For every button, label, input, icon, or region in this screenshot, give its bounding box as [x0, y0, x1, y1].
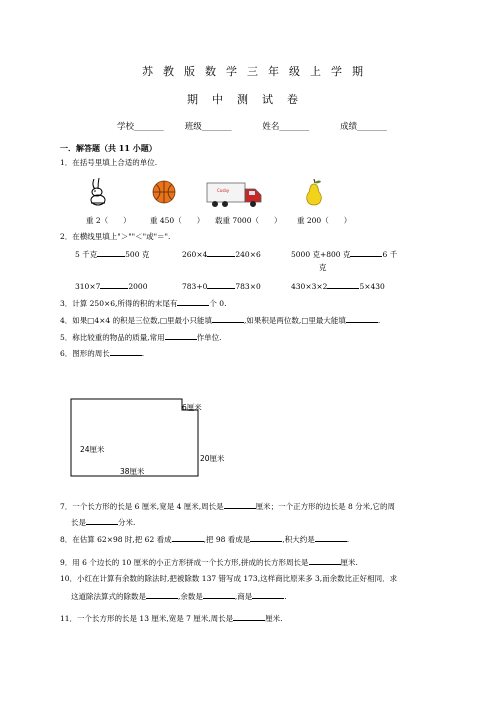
q6: 6．图形的周长 . [60, 349, 145, 358]
truck-icon [205, 180, 265, 210]
q11: 11．一个长方形的长是 13 厘米,宽是 7 厘米,周长是 厘米. [60, 614, 283, 623]
blank[interactable] [346, 314, 378, 323]
blank[interactable] [97, 248, 125, 257]
blank[interactable] [224, 500, 256, 509]
blank[interactable] [212, 314, 244, 323]
blank[interactable] [250, 533, 282, 542]
exam-subtitle: 期中测试卷 [187, 93, 312, 106]
blank[interactable] [233, 612, 265, 621]
blank[interactable] [203, 590, 235, 599]
q8: 8．在估算 62×98 时,把 62 看成 ,把 98 看成是 ,积大约是 . [60, 535, 350, 544]
class-field[interactable]: 班级_______ [184, 122, 232, 132]
pear-icon [303, 177, 325, 207]
q7-line1: 7．一个长方形的长是 6 厘米,宽是 4 厘米,周长是 厘米；一个正方形的边长是 8 分米,它的周 [60, 502, 396, 511]
q2-row1-b: 260×4 240×6 [182, 250, 261, 259]
blank[interactable] [146, 590, 178, 599]
blank[interactable] [86, 516, 118, 525]
q1-item-ball: 重 450（ ） [150, 216, 205, 225]
blank[interactable] [350, 248, 382, 257]
q1-item-rabbit: 重 2（ ） [86, 216, 131, 225]
q1-item-pear: 重 200（ ） [297, 216, 352, 225]
q2-row2-c: 430×3×2 5×430 [291, 282, 385, 291]
q2-row1-a: 5 千克 500 克 [75, 250, 150, 259]
score-field[interactable]: 成绩_______ [340, 122, 387, 132]
label-left: 24厘米 [80, 445, 105, 454]
exam-title: 苏教版数学三年级上学期 [142, 65, 373, 78]
q9: 9．用 6 个边长的 10 厘米的小正方形拼成一个长方形,拼成的长方形周长是 厘米. [60, 558, 358, 567]
label-right: 20厘米 [200, 454, 225, 463]
label-top: 6厘米 [182, 403, 202, 412]
q2-row1-c: 5000 克+800 克 6 千 [291, 250, 398, 259]
blank[interactable] [172, 533, 204, 542]
blank[interactable] [327, 280, 359, 289]
svg-text:Cosby: Cosby [217, 188, 230, 193]
q1-item-truck: 载重 7000（ ） [215, 216, 282, 225]
blank[interactable] [100, 280, 128, 289]
q2-text: 2．在横线里填上"＞""＜"或"＝". [60, 232, 171, 241]
q4: 4．如果□4×4 的积是三位数,□里最小只能填 ,如果积是两位数,□里最大能填 . [60, 316, 381, 325]
blank[interactable] [252, 590, 284, 599]
q10-line1: 10．小红在计算有余数的除法时,把被除数 137 错写成 173,这样商比原来多 3,而余数比正好相同．求 [60, 574, 398, 583]
blank[interactable] [207, 280, 235, 289]
q1-text: 1．在括号里填上合适的单位. [60, 158, 158, 167]
name-field[interactable]: 姓名_______ [262, 122, 310, 132]
q5: 5．称比较重的物品的质量,常用 作单位. [60, 333, 222, 342]
basketball-icon [152, 180, 176, 204]
q2-row1-unit: 克 [319, 263, 327, 272]
q3: 3．计算 250×6,所得的积的末尾有 个 0. [60, 299, 227, 308]
info-fields [117, 120, 387, 132]
rabbit-icon [86, 176, 110, 206]
blank[interactable] [177, 297, 209, 306]
q10-line2: 这道除法算式的除数是 ,余数是 ,商是 . [71, 592, 287, 601]
school-field[interactable]: 学校_______ [117, 122, 164, 132]
q2-row2-b: 783+0 783×0 [182, 282, 261, 291]
q7-line2: 长是 分米. [71, 518, 136, 527]
q2-row2-a: 310×7 2000 [75, 282, 148, 291]
blank[interactable] [315, 533, 347, 542]
blank[interactable] [165, 331, 197, 340]
section-heading: 一．解答题（共 11 小题） [60, 143, 157, 153]
blank[interactable] [110, 347, 142, 356]
blank[interactable] [309, 556, 341, 565]
blank[interactable] [207, 248, 235, 257]
label-bottom: 38厘米 [120, 467, 145, 476]
